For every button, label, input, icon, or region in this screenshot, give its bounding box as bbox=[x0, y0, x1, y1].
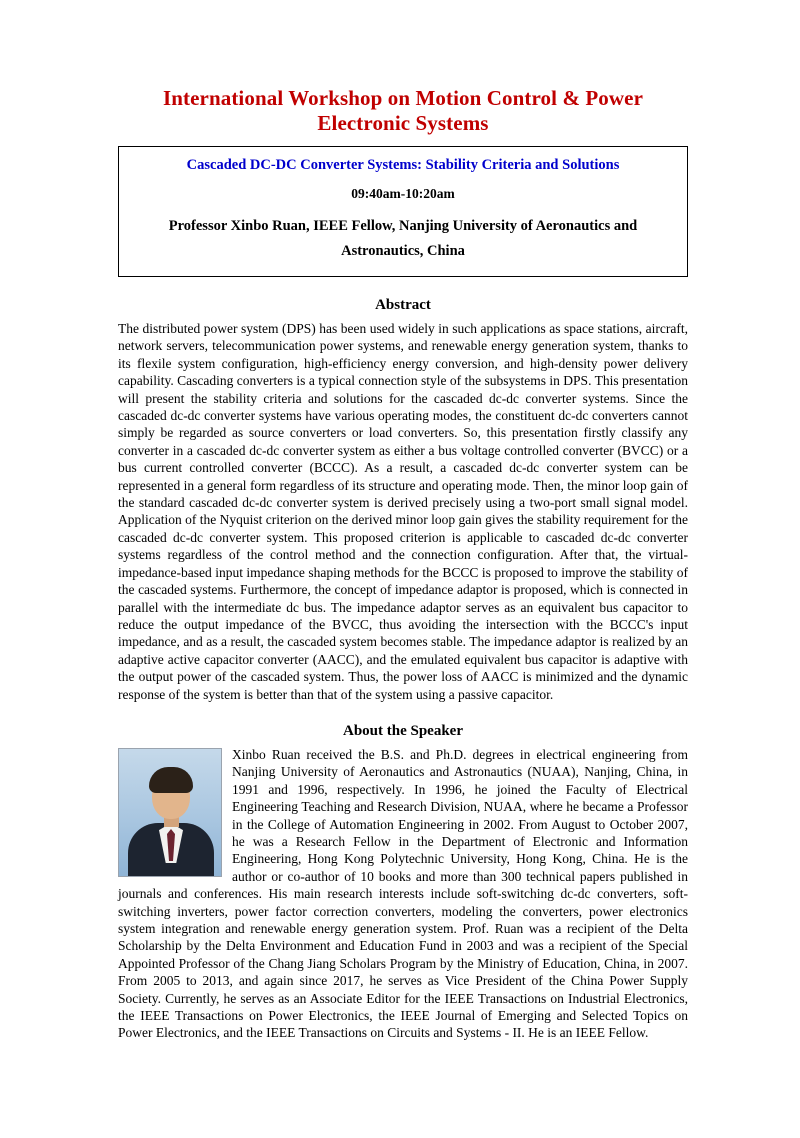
speaker-photo bbox=[118, 748, 222, 877]
event-title: International Workshop on Motion Control & Power Electronic Systems bbox=[162, 86, 644, 135]
talk-speaker: Professor Xinbo Ruan, IEEE Fellow, Nanjing University of Aeronautics and Astronautics, China bbox=[168, 218, 638, 259]
about-speaker-heading: About the Speaker bbox=[342, 722, 463, 739]
talk-title: Cascaded DC-DC Converter Systems: Stability Criteria and Solutions bbox=[186, 157, 620, 173]
about-speaker-section bbox=[118, 723, 688, 1042]
document-content bbox=[118, 86, 688, 1042]
talk-info-box bbox=[118, 146, 688, 277]
talk-time: 09:40am-10:20am bbox=[351, 186, 455, 201]
abstract-heading: Abstract bbox=[375, 297, 431, 313]
speaker-bio-text: Xinbo Ruan received the B.S. and Ph.D. degrees in electrical engineering from Nanjing University of Aeronautics and Astronautics (NUAA), Nanjing, China, in 1991 and 1996, respectively. In 1996, he joined the Faculty of Electrical Engineering Teaching and Research Division, NUAA, where he became a Professor in the College of Automation Engineering in 2002. From August to October 2007, he was a Research Fellow in the Department of Electronic and Information Engineering, Hong Kong Polytechnic University, Hong Kong, China. He is the author or co-author of 10 books and more than 300 technical papers published in journals and conferences. His main research interests include soft-switching dc-dc converters, soft-switching inverters, power factor correction converters, modeling the converters, power electronics system integration and renewable energy generation system. Prof. Ruan was a recipient of the Delta Scholarship by the Delta Environment and Education Fund in 2003 and was a recipient of the Special Appointed Professor of the Chang Jiang Scholars Program by the Ministry of Education, China, in 2007. From 2005 to 2013, and again since 2017, he serves as Vice President of the China Power Supply Society. Currently, he serves as an Associate Editor for the IEEE Transactions on Industrial Electronics, the IEEE Transactions on Power Electronics, the IEEE Journal of Emerging and Selected Topics on Power Electronics, and the IEEE Transactions on Circuits and Systems - II. He is an IEEE Fellow. bbox=[118, 746, 688, 1041]
abstract-text: The distributed power system (DPS) has been used widely in such applications as space stations, aircraft, network servers, telecommunication power systems, and renewable energy generation system, thanks to its flexile system configuration, high-efficiency energy conversion, and high-density power delivery capability. Cascading converters is a typical connection style of the subsystems in DPS. This presentation will present the stability criteria and solutions for the cascaded dc-dc converter systems. Since the cascaded dc-dc converter systems have various operating modes, the constituent dc-dc converters cannot simply be regarded as source converters or load converters. So, this presentation firstly classify any converter in a cascaded dc-dc converter system as either a bus voltage controlled converter (BVCC) or a bus current controlled converter (BCCC). As a result, a cascaded dc-dc converter system can be represented in a general form regardless of its structure and operating mode. Then, the minor loop gain of the standard cascaded dc-dc converter system is derived precisely using a two-port small signal model. Application of the Nyquist criterion on the derived minor loop gain gives the stability requirement for the cascaded dc-dc converter system. This proposed criterion is applicable to cascaded dc-dc converter systems regardless of the control method and the connection configuration. After that, the virtual-impedance-based input impedance shaping methods for the BCCC is proposed to improve the stability of the cascaded systems. Furthermore, the concept of impedance adaptor is proposed, which is connected in parallel with the intermediate dc bus. The impedance adaptor serves as an equivalent bus capacitor to reduce the output impedance of the BVCC, thus avoiding the intersection with the BCCC's input impedance, and as a result, the cascaded system becomes stable. The impedance adaptor is realized by an adaptive active capacitor converter (AACC), and the emulated equivalent bus capacitor is adaptive with the output power of the cascaded system. Thus, the power loss of AACC is minimized and the dynamic response of the system is better than that of the system using a passive capacitor. bbox=[118, 321, 688, 702]
photo-hair bbox=[149, 767, 193, 793]
